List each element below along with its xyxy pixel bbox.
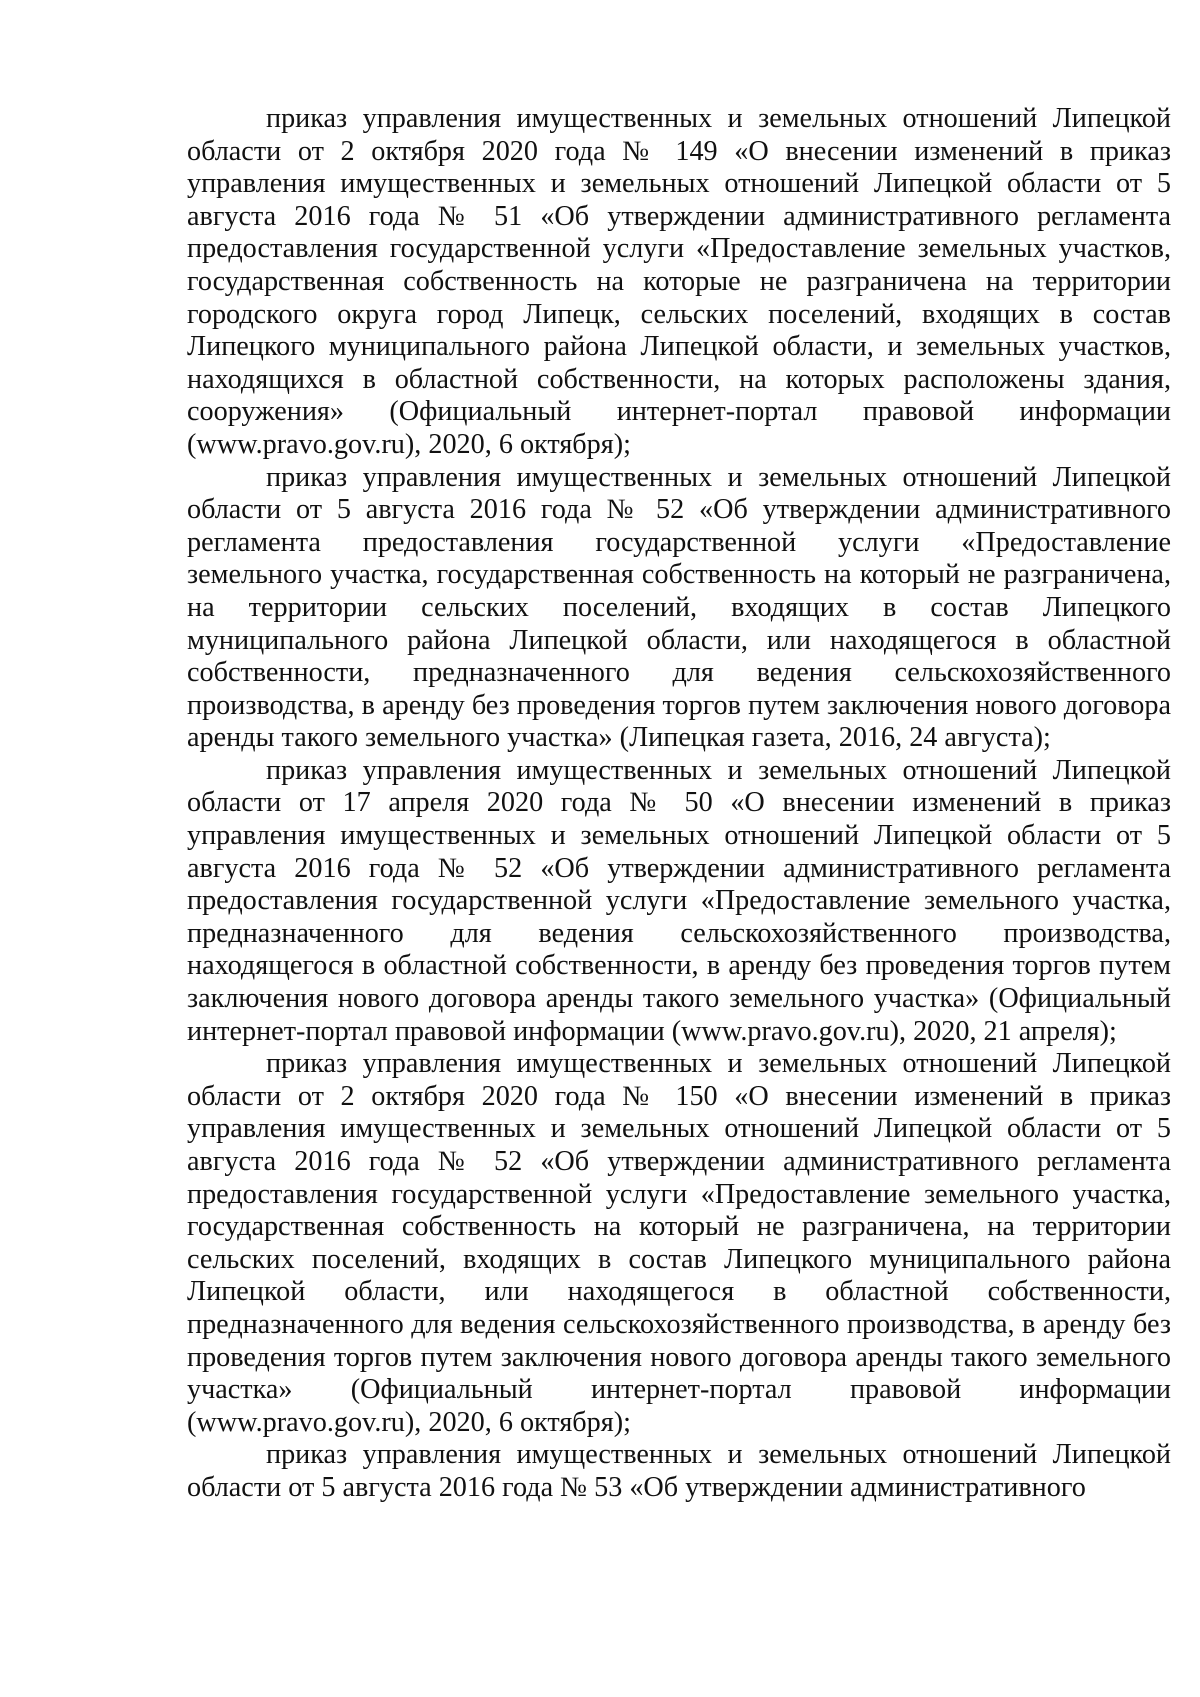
document-body <box>187 103 1171 1505</box>
paragraph-order-50: приказ управления имущественных и земельных отношений Липецкой области от 17 апреля 2020 года № 50 «О внесении изменений в приказ управления имущественных и земельных отношений Липецкой области от 5 августа 2016 года № 52 «Об утверждении административного регламента предоставления государственной услуги «Предоставление земельного участка, предназначенного для ведения сельскохозяйственного производства, находящегося в областной собственности, в аренду без проведения торгов путем заключения нового договора аренды такого земельного участка» (Официальный интернет-портал правовой информации (www.pravo.gov.ru), 2020, 21 апреля); <box>187 754 1171 1047</box>
paragraph-order-149: приказ управления имущественных и земельных отношений Липецкой области от 2 октября 2020 года № 149 «О внесении изменений в приказ управления имущественных и земельных отношений Липецкой области от 5 августа 2016 года № 51 «Об утверждении административного регламента предоставления государственной услуги «Предоставление земельных участков, государственная собственность на которые не разграничена на территории городского округа город Липецк, сельских поселений, входящих в состав Липецкого муниципального района Липецкой области, и земельных участков, находящихся в областной собственности, на которых расположены здания, сооружения» (Официальный интернет-портал правовой информации (www.pravo.gov.ru), 2020, 6 октября); <box>187 103 1171 460</box>
paragraph-order-53: приказ управления имущественных и земельных отношений Липецкой области от 5 августа 2016 года № 53 «Об утверждении административного <box>187 1439 1171 1503</box>
paragraph-order-52: приказ управления имущественных и земельных отношений Липецкой области от 5 августа 2016 года № 52 «Об утверждении административного регламента предоставления государственной услуги «Предоставление земельного участка, государственная собственность на который не разграничена, на территории сельских поселений, входящих в состав Липецкого муниципального района Липецкой области, или находящегося в областной собственности, предназначенного для ведения сельскохозяйственного производства, в аренду без проведения торгов путем заключения нового договора аренды такого земельного участка» (Липецкая газета, 2016, 24 августа); <box>187 461 1171 754</box>
paragraph-order-150: приказ управления имущественных и земельных отношений Липецкой области от 2 октября 2020 года № 150 «О внесении изменений в приказ управления имущественных и земельных отношений Липецкой области от 5 августа 2016 года № 52 «Об утверждении административного регламента предоставления государственной услуги «Предоставление земельного участка, государственная собственность на который не разграничена, на территории сельских поселений, входящих в состав Липецкого муниципального района Липецкой области, или находящегося в областной собственности, предназначенного для ведения сельскохозяйственного производства, в аренду без проведения торгов путем заключения нового договора аренды такого земельного участка» (Официальный интернет-портал правовой информации (www.pravo.gov.ru), 2020, 6 октября); <box>187 1048 1171 1438</box>
